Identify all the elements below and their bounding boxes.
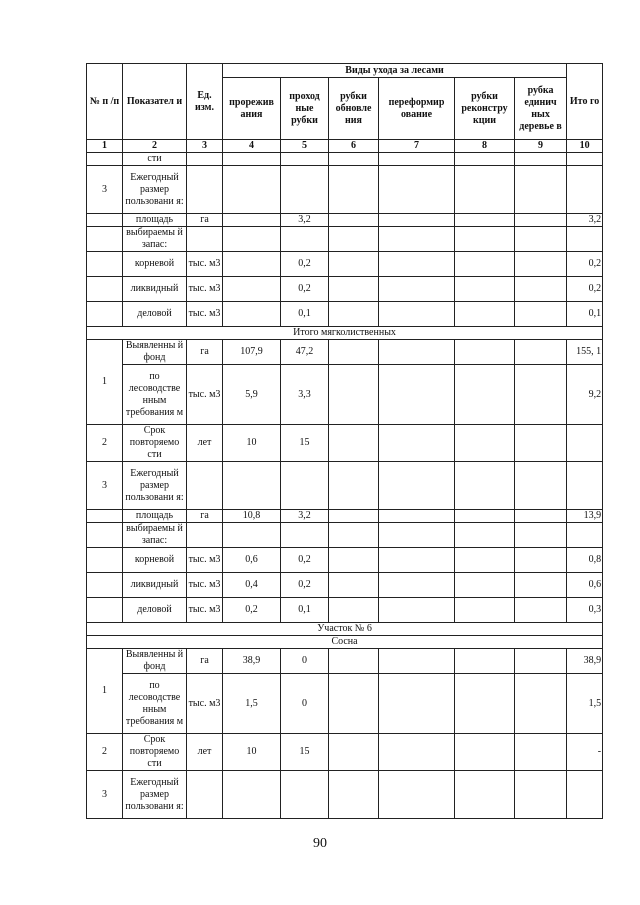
header-col-5: проход ные рубки xyxy=(281,78,329,140)
unit-cell: тыс. м3 xyxy=(187,277,223,302)
unit-cell: га xyxy=(187,649,223,674)
indicator-cell: выбираемы й запас: xyxy=(123,227,187,252)
value-cell: 38,9 xyxy=(223,649,281,674)
total-cell: 38,9 xyxy=(567,649,603,674)
unit-cell: тыс. м3 xyxy=(187,252,223,277)
col-num: 6 xyxy=(329,140,379,153)
unit-cell: га xyxy=(187,340,223,365)
indicator-cell: по лесоводстве нным требования м xyxy=(123,365,187,425)
total-cell: 0,2 xyxy=(567,252,603,277)
value-cell: 0,4 xyxy=(223,573,281,598)
indicator-cell: сти xyxy=(123,153,187,166)
value-cell: 0,2 xyxy=(281,252,329,277)
table-row xyxy=(87,153,603,166)
total-cell: 155, 1 xyxy=(567,340,603,365)
indicator-cell: Выявленны й фонд xyxy=(123,649,187,674)
page-number: 90 xyxy=(313,836,327,851)
total-cell: 3,2 xyxy=(567,214,603,227)
value-cell: 3,2 xyxy=(281,510,329,523)
header-col-6: рубки обновле ния xyxy=(329,78,379,140)
total-cell: 0,3 xyxy=(567,598,603,623)
value-cell: 1,5 xyxy=(223,674,281,734)
header-col-8: рубки реконстру кции xyxy=(455,78,515,140)
section-row xyxy=(87,327,603,340)
table-row xyxy=(87,462,603,510)
header-col-9: рубка единич ных деревье в xyxy=(515,78,567,140)
value-cell: 15 xyxy=(281,734,329,771)
total-cell: 1,5 xyxy=(567,674,603,734)
table-row xyxy=(87,598,603,623)
indicator-cell: ликвидный xyxy=(123,277,187,302)
indicator-cell: ликвидный xyxy=(123,573,187,598)
total-cell: - xyxy=(567,734,603,771)
col-num: 2 xyxy=(123,140,187,153)
col-num: 4 xyxy=(223,140,281,153)
unit-cell: га xyxy=(187,510,223,523)
table-row xyxy=(87,674,603,734)
total-cell: 0,6 xyxy=(567,573,603,598)
unit-cell: тыс. м3 xyxy=(187,365,223,425)
indicator-cell: по лесоводстве нным требования м xyxy=(123,674,187,734)
value-cell: 10 xyxy=(223,734,281,771)
table-row xyxy=(87,252,603,277)
table-row xyxy=(87,573,603,598)
table-row xyxy=(87,214,603,227)
unit-cell: тыс. м3 xyxy=(187,302,223,327)
total-cell: 0,2 xyxy=(567,277,603,302)
forest-care-table xyxy=(86,63,603,819)
section-title: Участок № 6 xyxy=(87,623,603,636)
unit-cell: тыс. м3 xyxy=(187,598,223,623)
value-cell: 107,9 xyxy=(223,340,281,365)
indicator-cell: Срок повторяемо сти xyxy=(123,425,187,462)
table-row xyxy=(87,734,603,771)
table-row xyxy=(87,166,603,214)
row-number: 3 xyxy=(87,771,123,819)
total-cell: 0,8 xyxy=(567,548,603,573)
unit-cell: тыс. м3 xyxy=(187,548,223,573)
row-number: 3 xyxy=(87,462,123,510)
col-num: 5 xyxy=(281,140,329,153)
col-num: 7 xyxy=(379,140,455,153)
table-row xyxy=(87,365,603,425)
indicator-cell: деловой xyxy=(123,598,187,623)
value-cell: 0,2 xyxy=(281,573,329,598)
header-indicator: Показател и xyxy=(123,64,187,140)
indicator-cell: Ежегодный размер пользовани я: xyxy=(123,166,187,214)
table-row xyxy=(87,510,603,523)
section-row xyxy=(87,636,603,649)
row-number: 2 xyxy=(87,425,123,462)
row-number: 1 xyxy=(87,340,123,425)
header-care-types: Виды ухода за лесами xyxy=(223,64,567,78)
value-cell: 47,2 xyxy=(281,340,329,365)
value-cell xyxy=(223,214,281,227)
value-cell: 0,6 xyxy=(223,548,281,573)
header-no: № п /п xyxy=(87,64,123,140)
indicator-cell: корневой xyxy=(123,548,187,573)
indicator-cell: деловой xyxy=(123,302,187,327)
table-row xyxy=(87,302,603,327)
indicator-cell: Ежегодный размер пользовани я: xyxy=(123,462,187,510)
unit-cell: лет xyxy=(187,425,223,462)
indicator-cell: Выявленны й фонд xyxy=(123,340,187,365)
row-number: 3 xyxy=(87,166,123,214)
indicator-cell: выбираемы й запас: xyxy=(123,523,187,548)
table-row xyxy=(87,340,603,365)
row-number: 2 xyxy=(87,734,123,771)
table-row xyxy=(87,227,603,252)
table-row xyxy=(87,649,603,674)
value-cell: 5,9 xyxy=(223,365,281,425)
row-number: 1 xyxy=(87,649,123,734)
indicator-cell: корневой xyxy=(123,252,187,277)
value-cell: 0,2 xyxy=(281,548,329,573)
unit-cell: тыс. м3 xyxy=(187,674,223,734)
value-cell: 3,3 xyxy=(281,365,329,425)
header-col-7: переформир ование xyxy=(379,78,455,140)
value-cell: 0,2 xyxy=(281,277,329,302)
header-col-4: прорежив ания xyxy=(223,78,281,140)
col-num: 10 xyxy=(567,140,603,153)
indicator-cell: площадь xyxy=(123,510,187,523)
section-title: Итого мягколиственных xyxy=(87,327,603,340)
value-cell: 10 xyxy=(223,425,281,462)
unit-cell: тыс. м3 xyxy=(187,573,223,598)
value-cell: 3,2 xyxy=(281,214,329,227)
section-title: Сосна xyxy=(87,636,603,649)
total-cell: 9,2 xyxy=(567,365,603,425)
value-cell: 15 xyxy=(281,425,329,462)
col-num: 8 xyxy=(455,140,515,153)
value-cell: 0,2 xyxy=(223,598,281,623)
unit-cell: га xyxy=(187,214,223,227)
table-row xyxy=(87,277,603,302)
table-row xyxy=(87,771,603,819)
value-cell: 0 xyxy=(281,649,329,674)
indicator-cell: площадь xyxy=(123,214,187,227)
unit-cell: лет xyxy=(187,734,223,771)
table-row xyxy=(87,548,603,573)
header-unit: Ед. изм. xyxy=(187,64,223,140)
col-num: 1 xyxy=(87,140,123,153)
value-cell: 0,1 xyxy=(281,302,329,327)
value-cell: 10,8 xyxy=(223,510,281,523)
indicator-cell: Срок повторяемо сти xyxy=(123,734,187,771)
total-cell: 13,9 xyxy=(567,510,603,523)
table-row xyxy=(87,425,603,462)
col-num: 9 xyxy=(515,140,567,153)
total-cell: 0,1 xyxy=(567,302,603,327)
value-cell: 0 xyxy=(281,674,329,734)
col-num: 3 xyxy=(187,140,223,153)
indicator-cell: Ежегодный размер пользовани я: xyxy=(123,771,187,819)
header-total: Ито го xyxy=(567,64,603,140)
value-cell: 0,1 xyxy=(281,598,329,623)
section-row xyxy=(87,623,603,636)
table-row xyxy=(87,523,603,548)
